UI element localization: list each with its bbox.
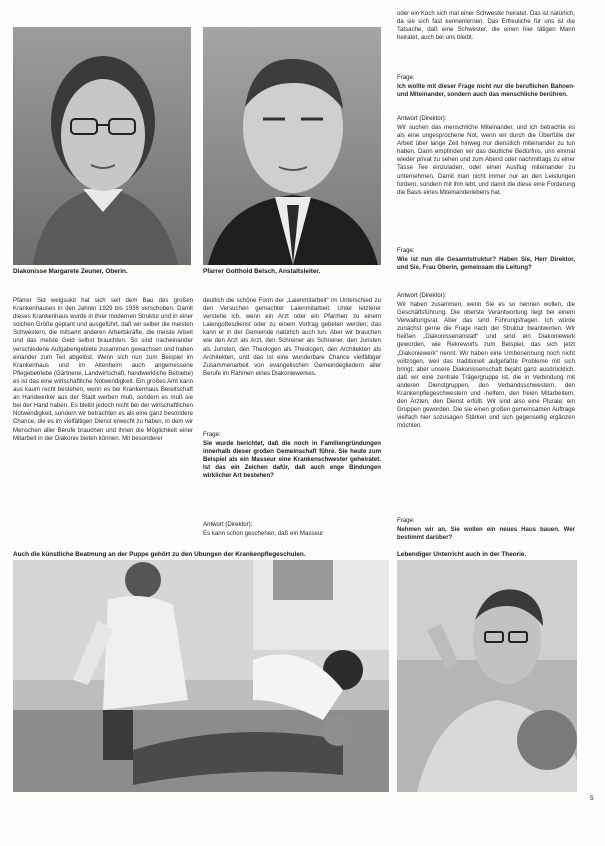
question-text: Wie ist nun die Gesamtstruktur? Haben Sie, Herr Direktor, und Sie, Frau Oberin, gemeinsam die Leitung? <box>397 256 575 272</box>
question-text: Ich wollte mit dieser Frage nicht nur die beruflichen Bahnen- und Miteinander, sondern auch das menschliche berühren. <box>397 83 575 99</box>
question-label: Frage: <box>203 431 221 438</box>
article-column-2-text: deutlich die schöne Form der „Laienmitarbeit“ im Unterschied zu den Versuchen gemachter Laienmitarbeit. Unter letzterer verstehe ich, wenn ein Arzt oder ein Pfarrherr zu einem Laiengottesdienst oder zu einem Vortrag gebeten werden; das kann er in der Gemeinde natürlich auch tun. Aber wir brauchen wie den Arzt als Arzt, den Schreiner als Schreiner, den Juristen als Juristen, den Theologen als Theologen, den Architekten als Architekten, und das ist eine wunderbare Chance vielfältiger Zusammenarbeit von evangelischen Gemeindegliedern aller Berufe im Rahmen eines Diakoniewerkes. <box>203 297 381 377</box>
answer-label: Antwort (Direktor): <box>203 521 253 528</box>
portrait-oberin-photo <box>13 27 191 265</box>
answer-text: Es kann schon geschehen, daß ein Masseur <box>203 530 324 537</box>
caption-oberin: Diakonisse Margarete Zeuner, Oberin. <box>13 268 128 275</box>
resuscitation-training-photo <box>13 560 389 792</box>
theory-lesson-photo <box>397 560 577 792</box>
answer-label: Antwort (Direktor): <box>397 292 447 299</box>
answer-text: Wir haben zusammen, wenn Sie es so nennen wollen, die Geschäftsführung. Die oberste Verantwortung liegt bei einem Verwaltungsrat. Aber das sind Führungsfragen. Ich würde zunächst gerne die Frage nach der Struktur beantworten. Wir heißen „Diakonissenanstalt“ und sind ein Diakoniewerk geworden, wie Rekreworts zum Beispiel, das sich jetzt „Diakoniewerk“ nennt. Wir haben eine Umbenennung noch nicht vollzogen, weil das traditionell aufgefaßte Probleme mit sich bringt; aber unsere Diakonissenschaft bejaht ganz ausdrücklich, daß wir eine zentrale Trägergruppe ist, die in Verbindung mit anderen Dienstgruppen, den Verbandsschwestern, den Krankenpflegeschwestern und -helfern, den freien Mitarbeitern, den Ärzten, den Dienst erfüllt. Wir sind also eine Plurale; ein Gruppen geworden. Die sie einen großen gemeinsamen Auftrage vielfach hier sozusagen Stärken und sich gegenseitig ergänzen möchten. <box>397 301 575 430</box>
article-column-3-intro: oder ein Koch sich mal einer Schwester heiratet. Das ist natürlich, da sie sich fast kennenlernen. Das Erfreuliche für uns ist die Tatsache, daß eine Schwester, die einen hier tätigen Mann heiratet, auch bei uns bleibt. <box>397 10 575 42</box>
question-label: Frage: <box>397 74 415 81</box>
question-text: Nehmen wir an, Sie wollen ein neues Haus bauen. Wer bestimmt darüber? <box>397 526 575 542</box>
page-number: 5 <box>590 795 594 802</box>
question-label: Frage: <box>397 517 415 524</box>
caption-anstaltsleiter: Pfarrer Gotthold Belsch, Anstaltsleiter. <box>203 268 321 275</box>
article-column-1: Pfarrer Sid weigsukit hat sich seit dem Bau des großen Krankenhauses in den Jahren 1929 bis 1936 verschoben. Damit dieses Krankenhaus wurde in ihrer modernen Struktur und in einer solchen Größe geplant und ausgeführt, daß wir selber die meisten Schwestern, die mitsamt anderen Arbeitskräfte, die meiste Arbeit und das meiste Geld selbst brauchten. So sind nacheinander verschiedene Aufgabengebiete zusammen gewachsen und haben einander zum Teil abgelöst. Wenn sich nun zum Beispiel im Krankenhaus und im Altenheim auch angemessene Pflegebetriebe (Gärtnerei, Landwirtschaft, handwerkliche Betriebe) es ist das eine wirtschaftliche Notwendigkeit. Ein großes Amt kann aus kaum recht bestehen, wenn es bei Krankenhaus Bereitschaft an Handwerker aus der Stadt werben muß, sondern es muß sie bei der Hand haben. Es bleibt jedoch nicht bei der wirtschaftlichen Notwendigkeit, sondern wir betrachten es als eine ganz besondere Chance, die es im vielfältigen Dienst erwecht zu haben, in dem wir Menschen aller Berufe brauchen und ihnen die Möglichkeit einer Mitarbeit in der Diakonie bieten können. Mit besonderer <box>13 297 193 442</box>
caption-resuscitation: Auch die künstliche Beatmung an der Puppe gehört zu den Übungen der Krankenpflegeschulen. <box>13 551 306 558</box>
answer-text: Wir suchen das menschliche Miteinander, und ich betrachte es als eine ungesprochene Not, wenn wir durch die Überfülle der Arbeit über lange Zeit hinweg nur dienstlich miteinander zu tun haben. Dann empfinden wir das deutliche Bedürfnis, uns einmal wieder privat zu sehen und zum Abend oder nachmittags zu einer Tasse Tee einzuladen, oder einen Ausflug miteinander zu unternehmen. Damit man nicht immer nur an den Leistungen fordern, sondern mit ihm lebt, und damit die diese eine Forderung die Basis eines Miteinanderlebens hat. <box>397 124 575 196</box>
portrait-anstaltsleiter-photo <box>203 27 381 265</box>
question-text: Sie wurde berichtet, daß die noch in Familiengründungen innerhalb dieser großen Gemeinschaft führe. Sie heute zum Beispiel als ein Masseur eine Krankenschwester geheiratet. Ist das ein Zeichen dafür, daß auch enge Bindungen wirklicher Art bestehen? <box>203 440 381 480</box>
question-label: Frage: <box>397 247 415 254</box>
caption-theory-lesson: Lebendiger Unterricht auch in der Theorie. <box>397 551 527 558</box>
answer-label: Antwort (Direktor): <box>397 115 447 122</box>
